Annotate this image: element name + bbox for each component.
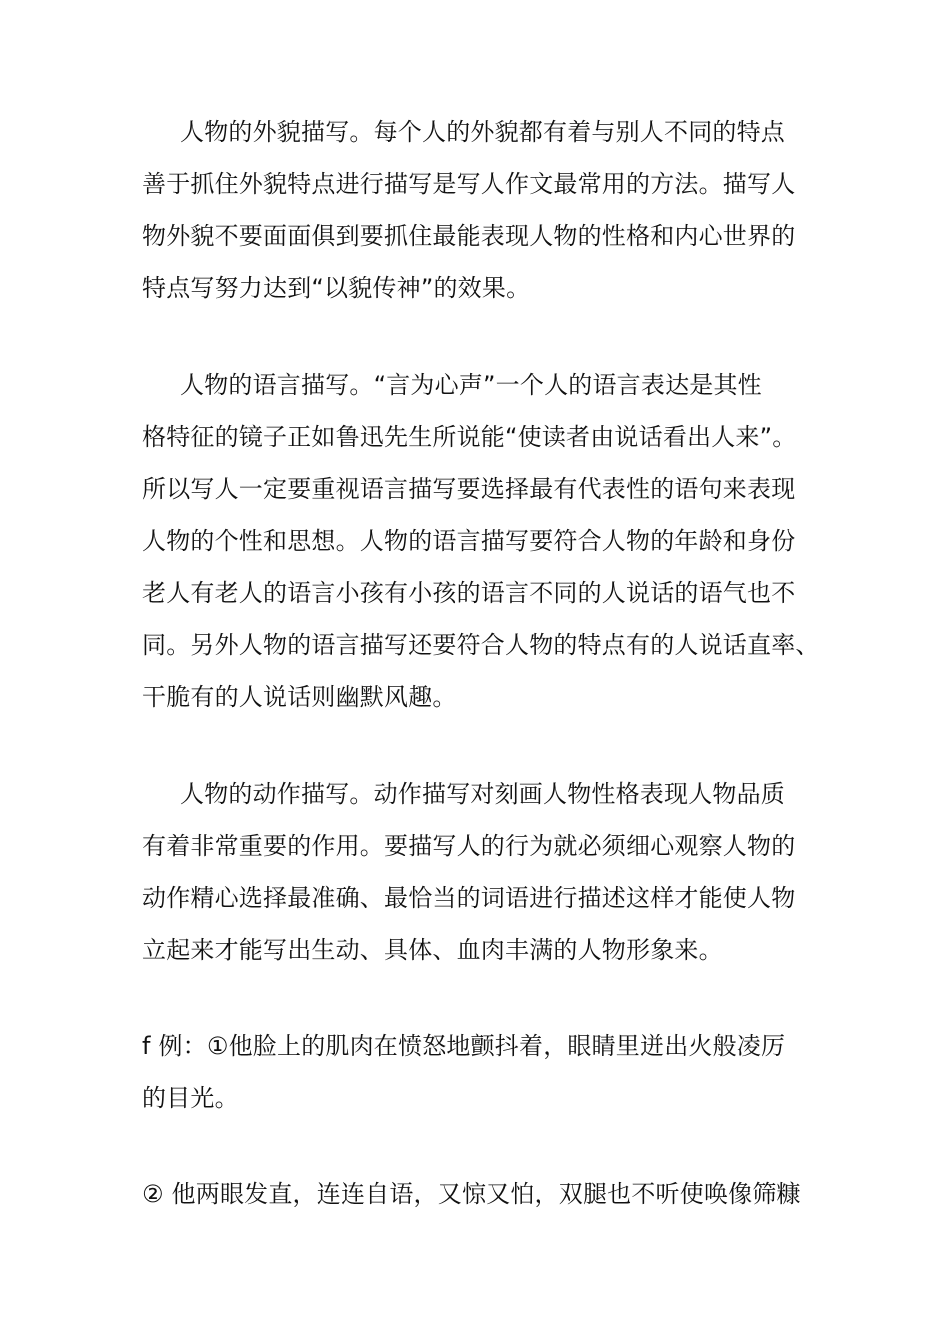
paragraph-appearance-line-4: 特点写努力达到“以貌传神”的效果。 [142, 274, 531, 302]
paragraph-appearance-line-2: 善于抓住外貌特点进行描写是写人作文最常用的方法。描写人 [142, 170, 796, 198]
paragraph-action-line-1: 人物的动作描写。动作描写对刻画人物性格表现人物品质 [180, 780, 785, 808]
example-1-line-1: f 例：①他脸上的肌肉在愤怒地颤抖着，眼睛里迸出火般凌厉 [142, 1032, 786, 1060]
paragraph-appearance-line-1: 人物的外貌描写。每个人的外貌都有着与别人不同的特点 [180, 118, 785, 146]
paragraph-language-line-6: 同。另外人物的语言描写还要符合人物的特点有的人说话直率、 [142, 631, 820, 659]
paragraph-language-line-2: 格特征的镜子正如鲁迅先生所说能“使读者由说话看出人来”。 [142, 423, 797, 451]
paragraph-appearance-line-3: 物外貌不要面面俱到要抓住最能表现人物的性格和内心世界的 [142, 222, 796, 250]
example-2-line-1: ② 他两眼发直，连连自语，又惊又怕，双腿也不听使唤像筛糠 [142, 1180, 801, 1208]
paragraph-language-line-7: 干脆有的人说话则幽默风趣。 [142, 683, 457, 711]
paragraph-action-line-4: 立起来才能写出生动、具体、血肉丰满的人物形象来。 [142, 936, 723, 964]
example-1-line-2: 的目光。 [142, 1084, 239, 1112]
paragraph-language-line-1: 人物的语言描写。“言为心声”一个人的语言表达是其性 [180, 371, 762, 399]
paragraph-language-line-4: 人物的个性和思想。人物的语言描写要符合人物的年龄和身份 [142, 527, 796, 555]
paragraph-language-line-5: 老人有老人的语言小孩有小孩的语言不同的人说话的语气也不 [142, 579, 796, 607]
paragraph-action-line-2: 有着非常重要的作用。要描写人的行为就必须细心观察人物的 [142, 832, 796, 860]
paragraph-language-line-3: 所以写人一定要重视语言描写要选择最有代表性的语句来表现 [142, 475, 796, 503]
paragraph-action-line-3: 动作精心选择最准确、最恰当的词语进行描述这样才能使人物 [142, 884, 796, 912]
